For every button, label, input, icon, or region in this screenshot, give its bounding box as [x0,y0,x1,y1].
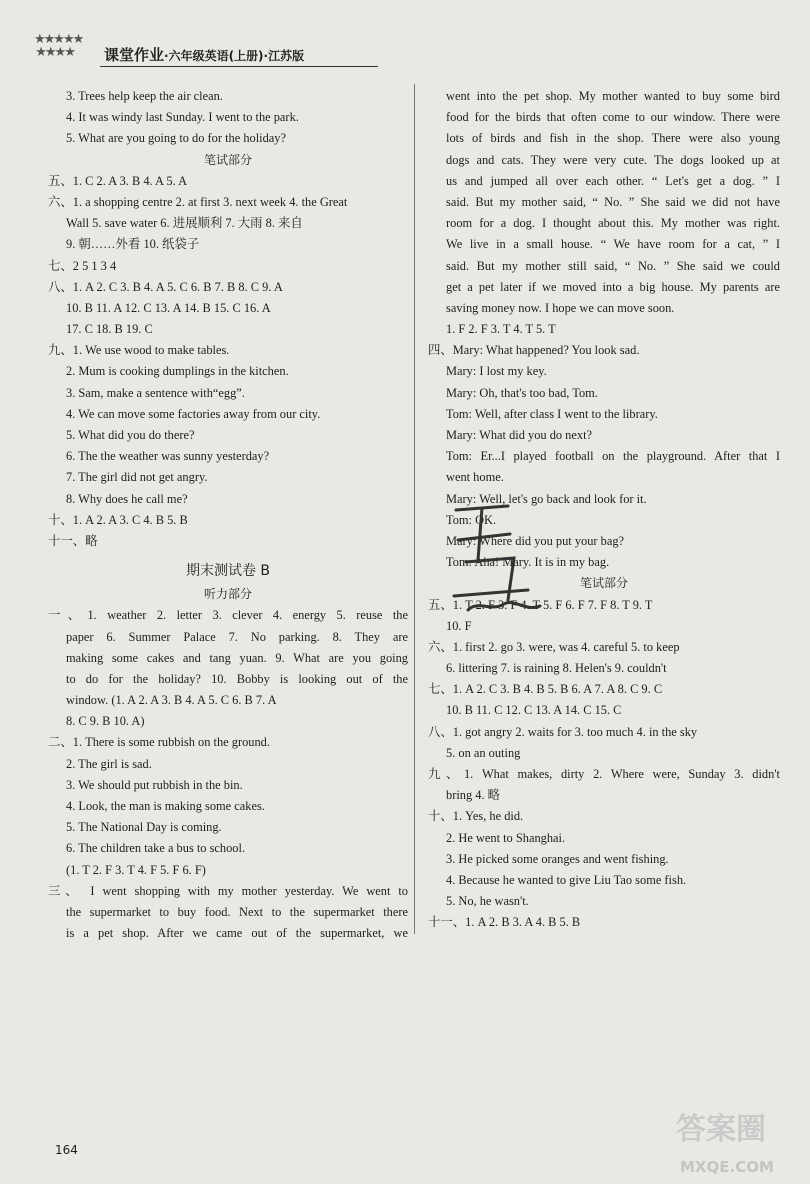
stars-icon: ★★★★★ ★★★★ [34,31,83,59]
passage-line: said. But my mother still said, “ No. ” She said we could [446,258,780,273]
answer-line: 3. We should put rubbish in the bin. [66,777,243,792]
answer-line: 十一、略 [48,533,98,548]
answer-line: 6. The the weather was sunny yesterday? [66,449,270,464]
passage-line: get a pet later if we moved into a big house. My parents are [446,279,780,294]
answer-line: 8. Why does he call me? [66,491,188,506]
answer-line: 七、1. A 2. C 3. B 4. B 5. B 6. A 7. A 8. C 9. C [428,682,663,697]
answer-line: 十、1. Yes, he did. [428,809,524,824]
dialogue-line: Mary: Well, let's go back and look for it. [446,491,647,506]
column-divider [414,84,415,934]
answer-line: 五、1. C 2. A 3. B 4. A 5. A [48,173,188,188]
answer-line: 六、1. first 2. go 3. were, was 4. careful 5. to keep [428,639,680,654]
answer-line: 5. No, he wasn't. [446,894,529,909]
dialogue-line: Mary: Oh, that's too bad, Tom. [446,385,598,400]
answer-line: 4. Look, the man is making some cakes. [66,799,265,813]
answer-line: 二、1. There is some rubbish on the ground. [48,735,270,750]
passage-line: We live in a small house. “ We have room for a cat, ” I [446,237,780,252]
passage-line: saving money now. I hope we can move soon. [446,300,675,315]
passage-line: dogs and cats. They were very cute. The dogs looked up at [446,152,780,167]
dialogue-line: Mary: I lost my key. [446,364,547,379]
answer-line: 5. What are you going to do for the holiday? [66,131,286,146]
left-column [48,86,408,944]
dialogue-line: Mary: What did you do next? [446,428,593,442]
answer-line: 10. B 11. A 12. C 13. A 14. B 15. C 16. A [66,300,271,315]
answer-line: Wall 5. save water 6. 进展顺利 7. 大雨 8. 来自 [66,216,303,231]
answer-line: 3. Trees help keep the air clean. [66,89,223,103]
answer-line: 十一、1. A 2. B 3. A 4. B 5. B [428,915,581,930]
answer-line: 10. F [446,618,472,633]
answer-line: bring 4. 略 [446,788,501,803]
passage-line: room for a dog. I thought about this. My mother was right. [446,216,780,231]
answer-line: 5. What did you do there? [66,428,195,442]
section-heading: 笔试部分 [579,576,628,591]
answer-line: 8. C 9. B 10. A) [66,714,145,729]
answer-line: 4. It was windy last Sunday. I went to the park. [66,110,299,125]
answer-line: 9. 朝……外看 10. 纸袋子 [66,237,200,252]
answer-line: 4. Because he wanted to give Liu Tao some fish. [446,872,687,887]
passage-line: went into the pet shop. My mother wanted to buy some bird [446,89,780,103]
passage-line: us and jumped all over each other. “ Let's get a dog. ” I [446,173,780,188]
page-number: 164 [55,1143,78,1157]
answer-line: paper 6. Summer Palace 7. No parking. 8. They are [66,629,408,644]
dialogue-line: 四、Mary: What happened? You look sad. [428,343,640,358]
passage-line: food for the birds that often come to our window. There were [446,110,780,125]
handwritten-scribble-icon [448,500,558,630]
title-main: 课堂作业 [104,46,165,64]
answer-line: the supermarket to buy food. Next to the supermarket there [66,904,408,919]
answer-line: 九、1. What makes, dirty 2. Where were, Sunday 3. didn't [428,767,780,781]
dialogue-line: Tom: Er...I played football on the playground. After that I [446,449,780,464]
test-title: 期末测试卷 B [185,563,271,580]
answer-line: to do for the holiday? 10. Bobby is looking out of the [66,671,408,686]
dialogue-line: Tom: Aha! Mary. It is in my bag. [446,555,610,570]
answer-line: 10. B 11. C 12. C 13. A 14. C 15. C [446,703,622,718]
answer-line: 4. We can move some factories away from our city. [66,406,321,421]
answer-line: 7. The girl did not get angry. [66,470,208,485]
answer-line: 1. F 2. F 3. T 4. T 5. T [446,322,556,337]
page-header [34,30,379,72]
header-rule [100,66,378,67]
answer-line: 6. The children take a bus to school. [66,841,246,856]
answer-line: 三、 I went shopping with my mother yesterday. We went to [48,883,408,898]
answer-line: 5. on an outing [446,745,521,760]
answer-line: 3. He picked some oranges and went fishing. [446,851,669,866]
answer-line: (1. T 2. F 3. T 4. F 5. F 6. F) [66,862,206,877]
title-sub: ·六年级英语(上册)·江苏版 [164,49,305,63]
answer-line: 五、1. T 2. F 3. F 4. T 5. F 6. F 7. F 8. T 9. T [428,597,653,612]
answer-line: 2. Mum is cooking dumplings in the kitchen. [66,364,289,379]
answer-line: 2. The girl is sad. [66,756,152,771]
answer-line: window. (1. A 2. A 3. B 4. A 5. C 6. B 7. A [66,693,277,708]
answer-line: 十、1. A 2. A 3. C 4. B 5. B [48,512,188,527]
section-heading: 听力部分 [203,587,252,602]
dialogue-line: Mary: Where did you put your bag? [446,533,625,548]
answer-line: is a pet shop. After we came out of the supermarket, we [66,926,408,941]
answer-line: 3. Sam, make a sentence with“egg”. [66,385,245,400]
watermark-logo: 答案圈 [676,1112,766,1147]
answer-line: 八、1. got angry 2. waits for 3. too much 4. in the sky [428,724,698,739]
passage-line: lots of birds and fish in the shop. There were also young [446,131,780,146]
answer-line: 一、1. weather 2. letter 3. clever 4. energy 5. reuse the [48,608,408,623]
dialogue-line: Tom: Well, after class I went to the library. [446,406,658,421]
dialogue-line: went home. [446,470,504,485]
answer-line: 九、1. We use wood to make tables. [48,343,230,358]
answer-line: 七、2 5 1 3 4 [48,258,117,273]
answer-line: 六、1. a shopping centre 2. at first 3. next week 4. the Great [48,194,348,209]
dialogue-line: Tom: OK. [446,512,497,527]
passage-line: said. But my mother said, “ No. ” She said we did not have [446,194,780,209]
watermark-url: MXQE.COM [680,1158,774,1176]
answer-line: 17. C 18. B 19. C [66,322,153,337]
answer-line: 6. littering 7. is raining 8. Helen's 9. couldn't [446,661,667,676]
answer-line: 八、1. A 2. C 3. B 4. A 5. C 6. B 7. B 8. C 9. A [48,279,283,294]
answer-line: making some cakes and tang yuan. 9. What are you going [66,650,408,665]
book-title [104,44,304,65]
section-heading: 笔试部分 [203,152,252,167]
answer-line: 5. The National Day is coming. [66,820,222,835]
answer-line: 2. He went to Shanghai. [446,830,566,845]
